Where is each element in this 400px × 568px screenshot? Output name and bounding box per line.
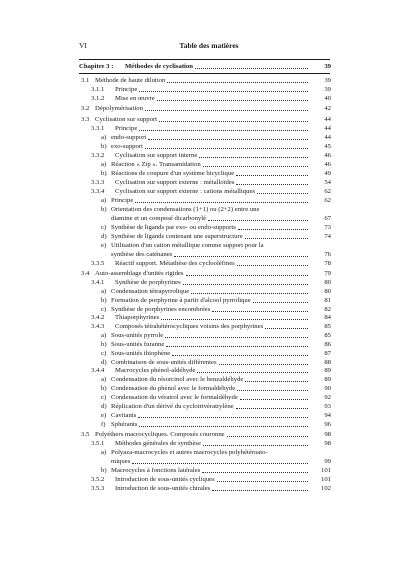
toc-entry [0,430,400,439]
toc-entry [0,448,400,457]
dot-leader [237,390,308,391]
toc-entry [0,151,400,160]
dot-leader [139,130,308,131]
toc-entry-number: c) [101,306,107,313]
dot-leader [202,472,308,473]
toc-entry [0,196,400,205]
toc-entry-number: a) [101,134,107,141]
toc-entry-number: 3.3 [81,116,90,123]
toc-entry-number: a) [101,197,107,204]
dot-leader [161,319,308,320]
toc-entry-title: Mise en œuvre [115,95,155,102]
toc-entry-page: 40 [324,95,331,102]
toc-entry-page: 101 [320,467,331,474]
dot-leader [159,121,308,122]
toc-entry-number: d) [101,233,107,240]
toc-entry-page: 80 [324,279,331,286]
dot-leader [139,426,308,427]
toc-entry-number: a) [101,376,107,383]
toc-entry-title: Macrocycles phénol-aldéhyde [115,367,196,374]
rule-under-chapter [79,73,330,74]
toc-entry-title: Méthodes de cyclisation [125,63,193,70]
toc-entry-number: Chapitre 3 : [79,63,114,70]
toc-entry-title: Thiaporphyrines [115,314,160,321]
toc-entry-page: 84 [324,314,331,321]
dot-leader [253,302,308,303]
toc-entry-title: Utilisation d'un cation métallique comme support pour la [111,242,264,249]
toc-entry [0,475,400,484]
toc-entry-title: Principe [111,197,134,204]
toc-entry-title: Principe [115,86,138,93]
toc-entry-title: Condensation tétrapyrrolique [111,288,190,295]
toc-entry-page: 96 [324,421,331,428]
toc-entry-title: diamine et un composé dicarbonylé [111,215,207,222]
dot-leader [265,328,308,329]
toc-entry-page: 85 [324,323,331,330]
toc-entry [0,223,400,232]
toc-entry-page: 85 [324,332,331,339]
toc-entry-page: 94 [324,412,331,419]
dot-leader [195,68,308,69]
toc-entry-title: Auto-assemblage d'unités rigides [95,270,184,277]
dot-leader [245,381,308,382]
toc-entry-number: 3.5 [81,431,90,438]
toc-entry-number: 3.5.2 [91,476,105,483]
toc-entry [0,178,400,187]
toc-entry [0,142,400,151]
toc-entry [0,169,400,178]
dot-leader [236,175,308,176]
toc-entry-number: 3.4.3 [91,323,105,330]
toc-entry-page: 98 [324,431,331,438]
toc-entry [0,133,400,142]
toc-entry-title: Cyclisation sur support externe : métalloïdes [115,179,235,186]
dot-leader [212,311,308,312]
toc-entry [0,331,400,340]
dot-leader [203,166,308,167]
toc-entry-number: 3.3.4 [91,188,105,195]
toc-entry-title: Synthèse de porphyrines [115,279,181,286]
toc-entry-number: 3.5.3 [91,485,105,492]
toc-entry [0,393,400,402]
toc-entry [0,313,400,322]
toc-entry-title: Réactions de coupure d'un système bicyclique [111,170,235,177]
toc-entry-page: 89 [324,376,331,383]
toc-entry-page: 67 [324,215,331,222]
dot-leader [174,256,308,257]
dot-leader [148,139,308,140]
dot-leader [135,202,308,203]
toc-entry-title: Principe [115,125,138,132]
toc-entry-page: 93 [324,403,331,410]
toc-entry [0,259,400,268]
toc-entry-page: 101 [320,476,331,483]
toc-entry-title: Polyéthers macrocycliques. Composés couronne [95,431,225,438]
dot-leader [132,463,308,464]
running-title: Table des matières [179,41,239,50]
toc-entry-page: 44 [324,134,331,141]
toc-entry-number: a) [101,288,107,295]
toc-entry [0,457,400,466]
toc-entry-title: Macrocycles à fonctions latérales [111,467,201,474]
dot-leader [237,265,308,266]
toc-entry-page: 74 [324,233,331,240]
toc-entry-number: b) [101,297,107,304]
toc-entry-title: Cyclisation sur support interne [115,152,198,159]
dot-leader [183,284,308,285]
toc-entry-page: 98 [324,440,331,447]
toc-entry-page: 62 [324,197,331,204]
toc-entry-number: e) [101,412,107,419]
toc-entry [0,115,400,124]
toc-entry-number: b) [101,467,107,474]
toc-entry-page: 92 [324,394,331,401]
toc-entry-title: Condensation du résorcinol avec le benzaldéhyde [111,376,244,383]
dot-leader [145,110,308,111]
dot-leader [236,408,308,409]
toc-entry [0,232,400,241]
toc-entry-title: exo-support [111,143,143,150]
toc-entry-title: Méthodes générales de synthèse [115,440,201,447]
toc-entry [0,160,400,169]
toc-entry-title: Introduction de sous-unités cycliques [115,476,215,483]
toc-entry-number: 3.4 [81,270,90,277]
toc-entry [0,187,400,196]
toc-entry-title: miques [111,458,131,465]
toc-entry-title: Sphérants [111,421,138,428]
toc-entry-number: a) [101,161,107,168]
toc-entry-page: 39 [324,86,331,93]
toc-entry-number: d) [101,403,107,410]
dot-leader [172,355,308,356]
toc-entry [0,124,400,133]
toc-entry-number: c) [101,224,107,231]
dot-leader [157,100,308,101]
dot-leader [257,193,308,194]
toc-entry-title: Cyclisation sur support [95,116,158,123]
toc-entry-page: 88 [324,359,331,366]
dot-leader [138,417,308,418]
toc-entry-title: Combinaison de sous-unités différentes [111,359,217,366]
toc-entry-title: Condensation du phénol avec le formaldéhyde [111,385,236,392]
toc-entry [0,287,400,296]
toc-entry-number: b) [101,170,107,177]
toc-entry-page: 49 [324,170,331,177]
dot-leader [217,481,308,482]
rule-top [79,59,330,60]
toc-entry [0,250,400,259]
toc-entry-title: Introduction de sous-unités chirales [115,485,211,492]
toc-entry [0,214,400,223]
toc-entry-number: 3.3.2 [91,152,105,159]
page-header [79,40,339,52]
toc-entry-page: 89 [324,367,331,374]
dot-leader [208,220,308,221]
toc-entry [0,484,400,493]
toc-entry-number: c) [101,394,107,401]
toc-entry-page: 39 [324,63,331,70]
dot-leader [227,436,308,437]
toc-entry-page: 86 [324,341,331,348]
toc-entry-page: 54 [324,179,331,186]
toc-entry [0,205,400,214]
toc-entry-title: Composés tétrahétérocycliques voisins des porphyrines [115,323,264,330]
toc-entry-title: Sous-unités furanne [111,341,165,348]
toc-entry-page: 90 [324,385,331,392]
toc-entry [0,296,400,305]
toc-entry-title: Sous-unités pyrrole [111,332,164,339]
toc-entry [0,366,400,375]
toc-entry-number: b) [101,341,107,348]
dot-leader [219,364,308,365]
toc-entry-page: 79 [324,270,331,277]
dot-leader [139,91,308,92]
toc-entry [0,439,400,448]
toc-entry-number: b) [101,143,107,150]
toc-entry-page: 46 [324,161,331,168]
toc-entry [0,349,400,358]
toc-entry-title: Cavitants [111,412,137,419]
toc-entry-title: Synthèse de porphyrines encombrées [111,306,211,313]
dot-leader [236,184,308,185]
toc-entry [0,241,400,250]
toc-entry-title: Dépolymérisation [95,105,143,112]
toc-entry-number: 3.5.1 [91,440,105,447]
toc-entry-number: a) [101,449,107,456]
toc-entry-number: 3.4.4 [91,367,105,374]
toc-entry [0,340,400,349]
toc-entry [0,411,400,420]
toc-entry [0,375,400,384]
toc-entry-number: 3.3.1 [91,125,105,132]
toc-entry-title: synthèse des caténanes [111,251,173,258]
dot-leader [238,229,308,230]
toc-entry-number: 3.1.1 [91,86,105,93]
toc-entry-title: Sous-unités thiophène [111,350,171,357]
toc-entry-page: 39 [324,77,331,84]
toc-entry-page: 80 [324,288,331,295]
toc-entry [0,94,400,103]
toc-entry-number: e) [101,242,107,249]
toc-entry-title: Réaction « Zip ». Transamidation [111,161,201,168]
toc-entry-number: c) [101,350,107,357]
dot-leader [212,490,308,491]
toc-entry-number: 3.2 [81,105,90,112]
page-number: VI [79,41,87,50]
toc-entry-number: 3.3.3 [91,179,105,186]
toc-entry [0,104,400,113]
toc-entry-number: 3.4.2 [91,314,105,321]
dot-leader [203,445,308,446]
toc-entry-page: 78 [324,260,331,267]
toc-entry-number: 3.1.2 [91,95,105,102]
toc-entry [0,62,400,71]
toc-entry-page: 76 [324,251,331,258]
dot-leader [167,82,308,83]
toc-entry-number: 3.1 [81,77,90,84]
dot-leader [197,372,308,373]
toc-entry-title: Synthèse de ligands contenant une superstructure [111,233,243,240]
toc-entry [0,466,400,475]
toc-entry [0,420,400,429]
toc-entry-number: d) [101,359,107,366]
toc-entry-title: Condensation du vératrol avec le formaldéhyde [111,394,238,401]
dot-leader [191,293,308,294]
dot-leader [240,399,308,400]
toc-entry [0,322,400,331]
dot-leader [145,148,308,149]
toc-entry-page: 99 [324,458,331,465]
toc-entry-page: 73 [324,224,331,231]
toc-entry-page: 102 [320,485,331,492]
toc-entry-page: 45 [324,143,331,150]
toc-entry-page: 44 [324,125,331,132]
toc-entry-page: 46 [324,152,331,159]
toc-entry-number: f) [101,421,106,428]
toc-entry-title: Formation de porphyrine à partir d'alcool pyrrolique [111,297,251,304]
toc-entry-number: 3.3.5 [91,260,105,267]
toc-entry-title: Réplication d'un dérivé du cyclotrivératrylène [111,403,234,410]
toc-entry [0,85,400,94]
dot-leader [165,337,308,338]
toc-entry-number: 3.4.1 [91,279,105,286]
toc-entry-title: Synthèse de ligands par exo- ou endo-supports [111,224,236,231]
toc-entry-title: Polyaza-macrocycles et autres macrocycles polyhétéroato- [111,449,268,456]
toc-entry-number: b) [101,206,107,213]
toc-entry-title: Cyclisation sur support externe : cations métalliques [115,188,256,195]
dot-leader [245,238,308,239]
toc-entry-page: 44 [324,116,331,123]
toc-entry-page: 87 [324,350,331,357]
toc-entry-page: 62 [324,188,331,195]
toc-entry [0,278,400,287]
toc-entry-title: Orientation des condensations (1+1) ou (2+2) entre une [111,206,260,213]
toc-entry-title: Méthode de haute dilution [95,77,166,84]
dot-leader [199,157,308,158]
dot-leader [186,275,308,276]
toc-entry [0,76,400,85]
toc-entry-page: 81 [324,297,331,304]
toc-entry-number: a) [101,332,107,339]
toc-entry-title: Réactif support. Métathèse des cyclooléfines [115,260,235,267]
toc-entry-number: b) [101,385,107,392]
toc-entry [0,269,400,278]
toc-entry-title: endo-support [111,134,147,141]
toc-entry-page: 82 [324,306,331,313]
toc-entry [0,384,400,393]
toc-entry [0,402,400,411]
toc-entry-page: 42 [324,105,331,112]
dot-leader [166,346,308,347]
